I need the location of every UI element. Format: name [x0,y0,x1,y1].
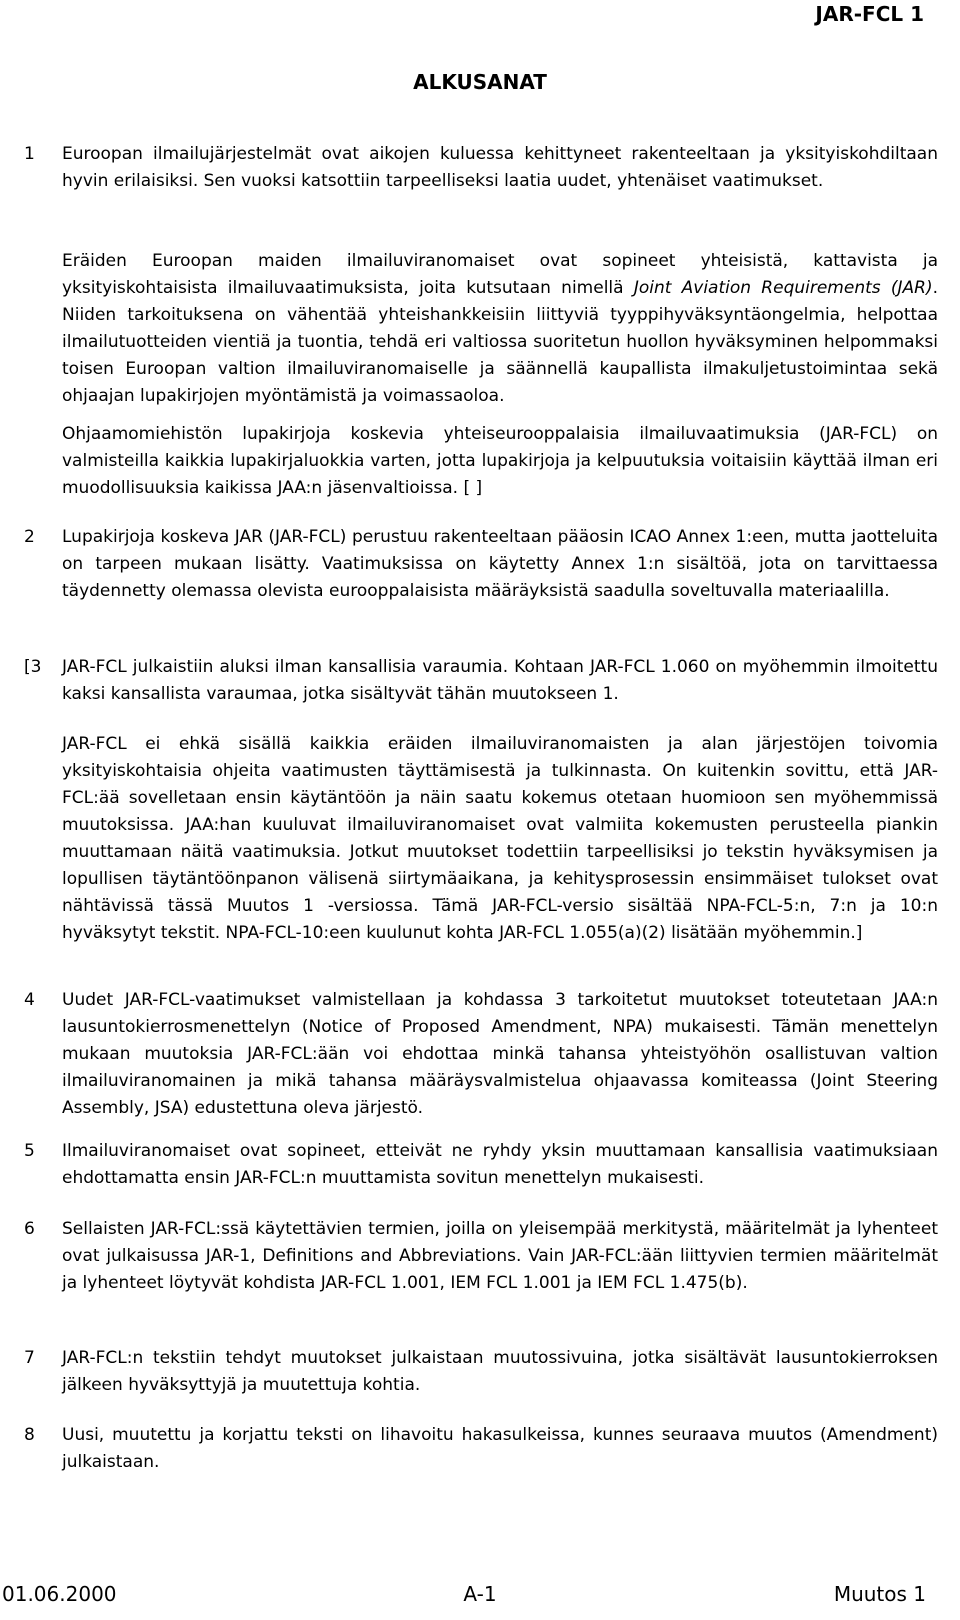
paragraph-italic-text: Joint Aviation Requirements (JAR) [633,278,933,298]
section-number: 1 [24,144,35,164]
section-number: 8 [24,1425,35,1445]
paragraph [62,987,938,1122]
paragraph-text: Uusi, muutettu ja korjattu teksti on lihavoitu hakasulkeissa, kunnes seuraava muutos (Amendment) julkaistaan. [62,1425,938,1472]
paragraph-text: Ohjaamomiehistön lupakirjoja koskevia yhteiseurooppalaisia ilmailuvaatimuksia (JAR-FCL) on valmisteilla kaikkia lupakirjaluokkia varten, jotta lupakirjoja ja kelpuutuksia voitaisiin käyttää ilman eri muodollisuuksia kaikissa JAA:n jäsenvaltioissa. [ ] [62,424,938,498]
paragraph [62,1345,938,1399]
section-number: [3 [24,657,42,677]
paragraph [62,421,938,502]
paragraph [62,731,938,947]
paragraph [62,1216,938,1297]
paragraph-text: JAR-FCL ei ehkä sisällä kaikkia eräiden ilmailuviranomaisten ja alan järjestöjen toivomia yksityiskohtaisia ohjeita vaatimusten täyttämisestä ja tulkinnasta. On kuitenkin sovittu, että JAR-FCL:ää sovelletaan ensin käytäntöön ja näin saatu kokemus otetaan huomioon sen myöhemmissä muutoksissa. JAA:han kuuluvat ilmailuviranomaiset ovat valmiita kokemusten perusteella piankin muuttamaan näitä vaatimuksia. Jotkut muutokset todettiin tarpeellisiksi jo tekstin hyväksymisen ja lopullisen täytäntöönpanon välisenä siirtymäaikana, ja kehitysprosessin ensimmäiset tulokset ovat nähtävissä tässä Muutos 1 -versiossa. Tämä JAR-FCL-versio sisältää NPA-FCL-5:n, 7:n ja 10:n hyväksytyt tekstit. NPA-FCL-10:een kuulunut kohta JAR-FCL 1.055(a)(2) lisätään myöhemmin.] [62,734,938,943]
paragraph-text: JAR-FCL:n tekstiin tehdyt muutokset julkaistaan muutossivuina, jotka sisältävät lausuntokierroksen jälkeen hyväksyttyjä ja muutettuja kohtia. [62,1348,938,1395]
paragraph [62,141,938,195]
section-number: 7 [24,1348,35,1368]
section-number: 6 [24,1219,35,1239]
paragraph-text: JAR-FCL julkaistiin aluksi ilman kansallisia varaumia. Kohtaan JAR-FCL 1.060 on myöhemmin ilmoitettu kaksi kansallista varaumaa, jotka sisältyvät tähän muutokseen 1. [62,657,938,704]
footer-amendment: Muutos 1 [833,1582,926,1606]
paragraph-text: Ilmailuviranomaiset ovat sopineet, etteivät ne ryhdy yksin muuttamaan kansallisia vaatimuksiaan ehdottamatta ensin JAR-FCL:n muuttamista sovitun menettelyn mukaisesti. [62,1141,938,1188]
paragraph-text: Sellaisten JAR-FCL:ssä käytettävien termien, joilla on yleisempää merkitystä, määritelmät ja lyhenteet ovat julkaisussa JAR-1, Definitions and Abbreviations. Vain JAR-FCL:ään liittyvien termien määritelmät ja lyhenteet löytyvät kohdista JAR-FCL 1.001, IEM FCL 1.001 ja IEM FCL 1.475(b). [62,1219,938,1293]
document-id: JAR-FCL 1 [815,2,924,26]
page-title: ALKUSANAT [413,70,547,94]
paragraph-text: Euroopan ilmailujärjestelmät ovat aikojen kuluessa kehittyneet rakenteeltaan ja yksityiskohdiltaan hyvin erilaisiksi. Sen vuoksi katsottiin tarpeelliseksi laatia uudet, yhtenäiset vaatimukset. [62,144,938,191]
paragraph [62,654,938,708]
section-number: 4 [24,990,35,1010]
paragraph-text: Uudet JAR-FCL-vaatimukset valmistellaan ja kohdassa 3 tarkoitetut muutokset toteutetaan JAA:n lausuntokierrosmenettelyn (Notice of Proposed Amendment, NPA) mukaisesti. Tämän menettelyn mukaan muutoksia JAR-FCL:ään voi ehdottaa minkä tahansa yhteistyöhön osallistuvan valtion ilmailuviranomainen ja mikä tahansa määräysvalmistelua ohjaavassa komiteassa (Joint Steering Assembly, JSA) edustettuna oleva järjestö. [62,990,938,1118]
paragraph-text: Eräiden Euroopan maiden ilmailuviranomaiset ovat sopineet yhteisistä, kattavista ja yksityiskohtaisista ilmailuvaatimuksista, joita kutsutaan nimellä [62,251,938,298]
section-number: 5 [24,1141,35,1161]
paragraph [62,1138,938,1192]
paragraph [62,1422,938,1476]
paragraph-text: Lupakirjoja koskeva JAR (JAR-FCL) perustuu rakenteeltaan pääosin ICAO Annex 1:een, mutta jaotteluita on tarpeen mukaan lisätty. Vaatimuksissa on käytetty Annex 1:n sisältöä, jota on tarvittaessa täydennetty olemassa olevista eurooppalaisista määräyksistä saadulla soveltuvalla materiaalilla. [62,527,938,601]
footer-page-number: A-1 [463,1582,497,1606]
paragraph [62,524,938,605]
paragraph [62,248,938,410]
paragraph-text: . Niiden tarkoituksena on vähentää yhteishankkeisiin liittyviä tyyppihyväksyntäongelmia, helpottaa ilmailutuotteiden vientiä ja tuontia, tehdä eri valtiossa suoritetun huollon hyväksyminen helpommaksi toisen Euroopan valtion ilmailuviranomaiselle ja säännellä kaupallista ilmakuljetustoimintaa sekä ohjaajan lupakirjojen myöntämistä ja voimassaoloa. [62,278,938,406]
footer-date: 01.06.2000 [2,1582,117,1606]
section-number: 2 [24,527,35,547]
